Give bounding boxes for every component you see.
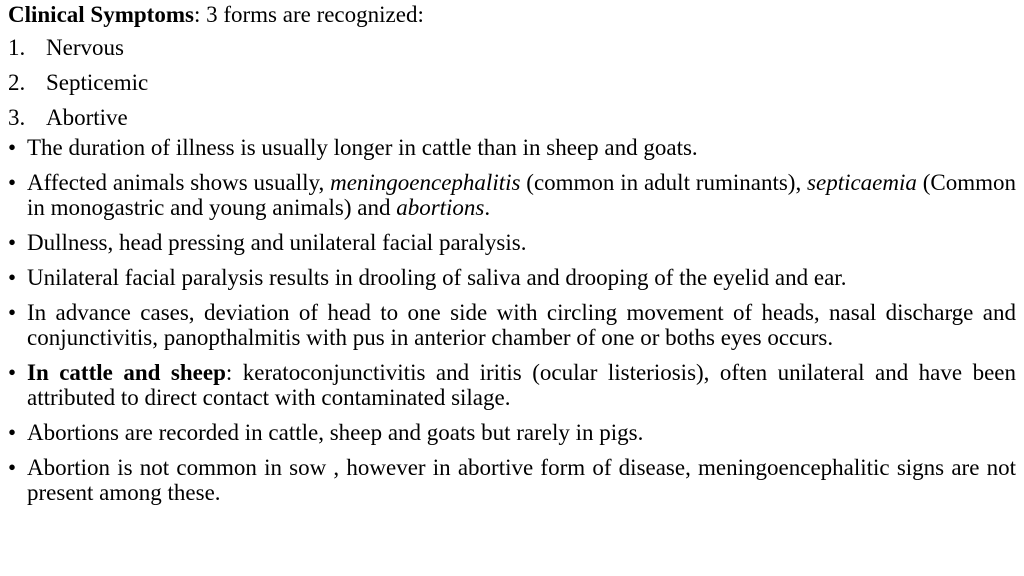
form-label: Nervous — [46, 35, 124, 60]
bullet-text: (Common in monogastric and young animals) and — [27, 170, 1016, 220]
bullet-item — [8, 230, 1016, 255]
bullet-dot: • — [8, 170, 17, 195]
bullet-dot: • — [8, 135, 17, 160]
forms-list-item — [8, 65, 1016, 100]
bullet-text: The duration of illness is usually longer in cattle than in sheep and goats. — [27, 135, 698, 160]
bullet-text: : keratoconjunctivitis and iritis (ocular listeriosis), often unilateral and have been attributed to direct contact with contaminated silage. — [27, 360, 1016, 410]
list-number: 3. — [8, 105, 26, 130]
bullet-text: Abortions are recorded in cattle, sheep and goats but rarely in pigs. — [27, 420, 644, 445]
bullet-text: In advance cases, deviation of head to one side with circling movement of heads, nasal discharge and conjunctivitis, panopthalmitis with pus in anterior chamber of one or boths eyes occurs. — [27, 300, 1016, 350]
bullet-item — [8, 300, 1016, 350]
bullet-italic-term: septicaemia — [807, 170, 917, 195]
bullet-item — [8, 170, 1016, 220]
bullet-item — [8, 420, 1016, 445]
bullet-item — [8, 265, 1016, 290]
forms-list-item — [8, 30, 1016, 65]
section-heading — [8, 2, 1016, 30]
bullet-item — [8, 455, 1016, 505]
bullet-text: (common in adult ruminants), — [520, 170, 808, 195]
form-label: Septicemic — [46, 70, 149, 95]
bullet-italic-term: meningoencephalitis — [330, 170, 521, 195]
bullet-dot: • — [8, 455, 17, 480]
bullet-italic-term: abortions — [396, 195, 485, 220]
forms-list — [8, 30, 1016, 135]
bullet-dot: • — [8, 360, 17, 385]
bullet-dot: • — [8, 300, 17, 325]
bullet-item — [8, 135, 1016, 160]
bullet-dot: • — [8, 265, 17, 290]
forms-list-item — [8, 100, 1016, 135]
bullet-text: . — [484, 195, 491, 220]
bullet-text: Dullness, head pressing and unilateral facial paralysis. — [27, 230, 527, 255]
bullet-item — [8, 360, 1016, 410]
section-heading-rest: : 3 forms are recognized: — [193, 2, 424, 27]
section-heading-bold: Clinical Symptoms — [8, 2, 194, 27]
symptom-bullets — [8, 135, 1016, 505]
form-label: Abortive — [46, 105, 128, 130]
list-number: 2. — [8, 70, 26, 95]
bullet-dot: • — [8, 230, 17, 255]
bullet-text: Unilateral facial paralysis results in drooling of saliva and drooping of the eyelid and ear. — [27, 265, 847, 290]
list-number: 1. — [8, 35, 26, 60]
bullet-text: Affected animals shows usually, — [27, 170, 331, 195]
bullet-bold-lead: In cattle and sheep — [27, 360, 226, 385]
bullet-dot: • — [8, 420, 17, 445]
bullet-text: Abortion is not common in sow , however in abortive form of disease, meningoencephalitic signs are not present among these. — [27, 455, 1016, 505]
